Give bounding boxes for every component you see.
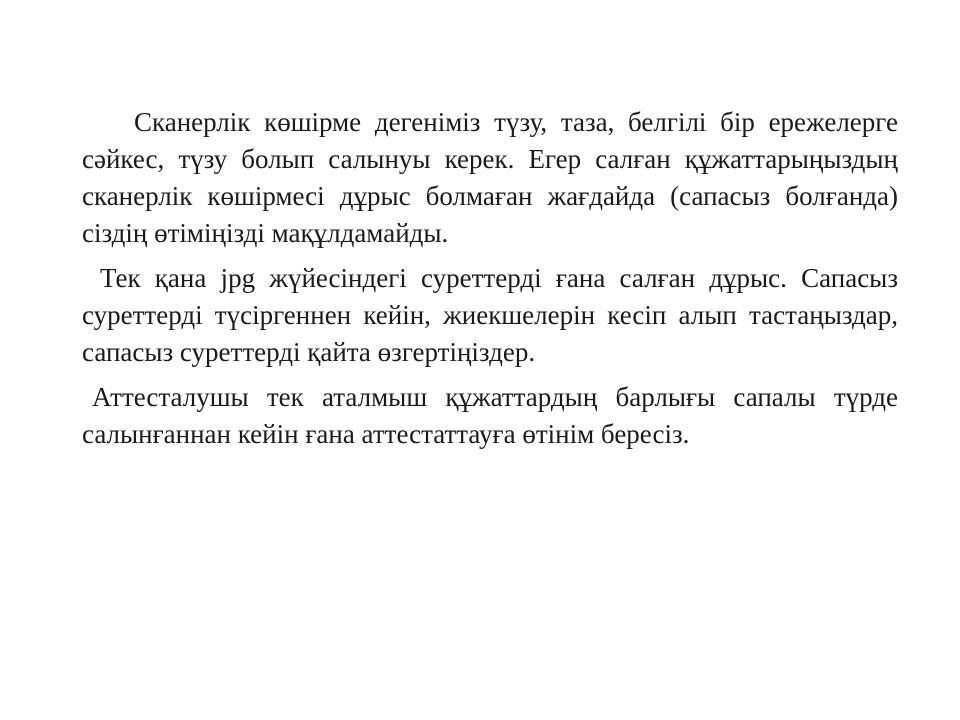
paragraph-scan-copy-requirements: Сканерлік көшірме дегеніміз түзу, таза, белгілі бір ережелерге сәйкес, түзу болып салынуы керек. Егер салған құжаттарыңыздың сканерлік көшірмесі дұрыс болмаған жағдайда (сапасыз болғанда) сіздің өтіміңізді мақұлдамайды.	[82, 107, 898, 248]
paragraph-jpg-format: Тек қана jpg жүйесіндегі суреттерді ғана салған дұрыс. Сапасыз суреттерді түсіргеннен кейін, жиекшелерін кесіп алып тастаңыздар, сапасыз суреттерді қайта өзгертіңіздер.	[82, 263, 898, 367]
paragraph-attestation-application: Аттесталушы тек аталмыш құжаттардың барлығы сапалы түрде салынғаннан кейін ғана аттестаттауға өтінім бересіз.	[82, 382, 898, 449]
slide-text-body	[82, 104, 898, 461]
